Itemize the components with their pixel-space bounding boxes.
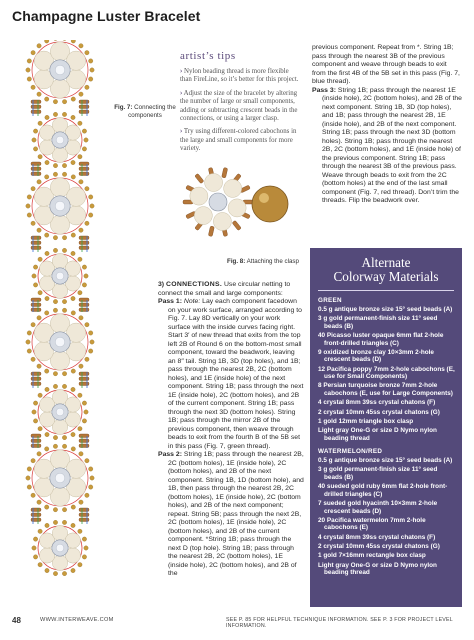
tip-item xyxy=(180,90,302,124)
seed-bead xyxy=(71,432,75,436)
seed-bead xyxy=(38,121,42,125)
seed-bead xyxy=(62,507,66,511)
seed-bead xyxy=(71,115,75,119)
seed-bead xyxy=(82,537,86,541)
seed-bead xyxy=(27,331,31,335)
seed-bead xyxy=(45,505,49,509)
seed-bead xyxy=(53,99,57,103)
seed-bead xyxy=(53,435,57,439)
crescent-bead xyxy=(79,172,89,176)
crescent-bead xyxy=(79,444,89,448)
crescent-bead xyxy=(79,439,89,443)
paragraph xyxy=(158,451,304,579)
seed-bead xyxy=(27,59,31,63)
seed-bead xyxy=(37,364,41,368)
seed-bead xyxy=(71,568,75,572)
alt-title-line: Colorway Materials xyxy=(333,269,439,284)
seed-bead xyxy=(62,248,66,252)
crescent-bead xyxy=(79,308,89,312)
seed-bead xyxy=(45,251,49,255)
seed-bead xyxy=(85,186,89,190)
seed-bead xyxy=(82,129,86,133)
seed-bead xyxy=(26,340,30,344)
paragraph: previous component. Repeat from *. String 1B; pass through the nearest 3B of the previous component and weave through beads to exit from the first 4B of the 5B set in this pass (Fig. 7, blue thread). xyxy=(312,44,460,85)
crescent-bead xyxy=(31,377,41,381)
seed-bead xyxy=(53,112,57,116)
material-item: Light gray One-G or size D Nymo nylon beading thread xyxy=(318,561,437,577)
seed-bead xyxy=(84,274,88,278)
seed-bead xyxy=(38,155,42,159)
seed-bead xyxy=(89,467,93,471)
seed-bead xyxy=(79,316,83,320)
material-item: 9 oxidized bronze clay 10×3mm 2-hole crescent beads (D) xyxy=(318,348,434,364)
seed-bead xyxy=(90,340,94,344)
seed-bead xyxy=(71,369,75,373)
crescent-bead xyxy=(31,434,41,438)
seed-bead xyxy=(33,537,37,541)
seed-bead xyxy=(53,299,57,303)
crescent-bead xyxy=(79,236,89,240)
seed-bead xyxy=(37,452,41,456)
seed-bead xyxy=(84,138,88,142)
seed-bead xyxy=(45,369,49,373)
seed-bead xyxy=(62,163,66,167)
material-item: 0.5 g antique bronze size 15° seed beads (A) xyxy=(318,306,453,313)
crescent-bead xyxy=(31,382,41,386)
crescent-bead xyxy=(31,513,41,517)
tip-text: Try using different-colored cabochons in the large and small components for more variety. xyxy=(180,128,297,153)
seed-bead xyxy=(84,546,88,550)
seed-bead xyxy=(45,40,49,43)
seed-bead xyxy=(53,520,57,524)
seed-bead xyxy=(53,163,57,167)
seed-bead xyxy=(79,500,83,504)
crystal-facet xyxy=(56,136,64,144)
seed-bead xyxy=(27,213,31,217)
seed-bead xyxy=(26,68,30,72)
seed-bead xyxy=(37,316,41,320)
materials-group-heading: GREEN xyxy=(318,297,342,304)
seed-bead xyxy=(89,195,93,199)
crescent-bead xyxy=(208,226,214,237)
seed-bead xyxy=(53,40,57,41)
seed-bead xyxy=(78,427,82,431)
seed-bead xyxy=(33,129,37,133)
pass-text: Lay each component facedown on your work surface, arranged according to Fig. 7. Lay 8D vertically on your work surface with the inside curves facing right. Start 3′ of new thread that exits from the top left 2B of Round 6 on the bottom-most small component, toward the beadwork, leaving an 8″ tail. String 1B, 3D (top holes), and 1B; pass through the nearest 2B, 2C (bottom holes), and 1E (inside hole) of the next component. String 1B; pass through the next 1E (inside hole), 2C (bottom holes), and 2B of the current component. String 1B; pass through the next 3D (bottom holes). String 1B; pass through the mirror 2B of the previous component, then weave through beads to exit from the fourth B of the 5B set in this pass (Fig. 7, green thread). xyxy=(168,298,304,450)
seed-bead xyxy=(85,493,89,497)
seed-bead xyxy=(27,349,31,353)
seed-bead xyxy=(62,40,66,41)
seed-bead xyxy=(62,371,66,375)
crescent-bead xyxy=(31,298,41,302)
seed-bead xyxy=(53,444,57,448)
seed-bead xyxy=(26,204,30,208)
seed-bead xyxy=(78,393,82,397)
seed-bead xyxy=(89,331,93,335)
seed-bead xyxy=(38,291,42,295)
seed-bead xyxy=(32,546,36,550)
seed-bead xyxy=(71,296,75,300)
material-item: 12 Pacifica poppy 7mm 2-hole cabochons (E, use for Small Components) xyxy=(318,365,455,381)
seed-bead xyxy=(71,40,75,43)
seed-bead xyxy=(62,235,66,239)
crescent-bead xyxy=(31,172,41,176)
seed-bead xyxy=(62,435,66,439)
seed-bead xyxy=(79,228,83,232)
chevron-right-icon: › xyxy=(180,89,183,97)
tips-title: artist’s tips xyxy=(180,50,236,62)
material-item: 4 crystal 8mm 39ss crystal chatons (F) xyxy=(318,399,436,407)
seed-bead xyxy=(62,571,66,575)
pearl-cabochon xyxy=(205,173,223,191)
crescent-bead xyxy=(31,105,41,109)
crescent-bead xyxy=(79,508,89,512)
seed-bead xyxy=(71,233,75,237)
seed-bead xyxy=(45,387,49,391)
crescent-bead xyxy=(31,508,41,512)
seed-bead xyxy=(45,233,49,237)
step-intro: Use circular netting to connect the small and large components: xyxy=(158,281,291,297)
seed-bead xyxy=(53,308,57,312)
bracelet-illustration xyxy=(8,40,113,610)
material-item: 1 gold 7×16mm rectangle box clasp xyxy=(318,552,426,560)
alt-title-line: Alternate xyxy=(361,255,411,270)
seed-bead xyxy=(32,410,36,414)
seed-bead xyxy=(85,50,89,54)
fig8-text: Attaching the clasp xyxy=(246,258,299,265)
seed-bead xyxy=(37,44,41,48)
seed-bead xyxy=(38,427,42,431)
seed-bead xyxy=(27,77,31,81)
pearl-cabochon xyxy=(228,199,246,217)
footer-note: SEE P. 85 FOR HELPFUL TECHNIQUE INFORMATION. SEE P. 3 FOR PROJECT LEVEL INFORMATION. xyxy=(226,617,453,629)
material-item: 2 crystal 10mm 45ss crystal chatons (G) xyxy=(318,542,440,550)
pass-lead: Pass 3: xyxy=(312,86,336,94)
seed-bead xyxy=(78,155,82,159)
seed-bead xyxy=(71,97,75,101)
seed-bead xyxy=(37,500,41,504)
crescent-bead xyxy=(31,439,41,443)
seed-bead xyxy=(38,257,42,261)
seed-bead xyxy=(38,393,42,397)
seed-bead xyxy=(31,50,35,54)
material-item: 2 crystal 10mm 45ss crystal chatons (G) xyxy=(318,408,440,416)
chevron-right-icon: › xyxy=(180,68,183,75)
seed-bead xyxy=(45,311,49,315)
seed-bead xyxy=(45,296,49,300)
seed-bead xyxy=(27,485,31,489)
pass-lead: Pass 2: xyxy=(158,451,182,458)
seed-bead xyxy=(62,99,66,103)
material-item: 40 Picasso luster opaque 6mm flat 2-hole front-drilled triangles (C) xyxy=(318,332,444,347)
crescent-bead xyxy=(31,167,41,171)
crescent-bead xyxy=(79,167,89,171)
seed-bead xyxy=(62,444,66,448)
fig7-caption xyxy=(110,104,180,120)
crystal-facet xyxy=(55,65,65,75)
crescent-bead xyxy=(79,382,89,386)
seed-bead xyxy=(45,160,49,164)
seed-bead xyxy=(85,221,89,225)
seed-bead xyxy=(33,147,37,151)
crescent-bead xyxy=(31,110,41,114)
seed-bead xyxy=(62,384,66,388)
material-item: Light gray One-G or size D Nymo nylon beading thread xyxy=(318,427,437,442)
seed-bead xyxy=(90,204,94,208)
artists-tips xyxy=(180,50,302,159)
seed-bead xyxy=(53,371,57,375)
seed-bead xyxy=(89,59,93,63)
seed-bead xyxy=(26,476,30,480)
seed-bead xyxy=(78,121,82,125)
fig8-label: Fig. 8: xyxy=(227,258,246,265)
seed-bead xyxy=(45,523,49,527)
section-heading xyxy=(158,281,304,298)
seed-bead xyxy=(90,68,94,72)
material-item: 4 crystal 8mm 39ss crystal chatons (F) xyxy=(318,533,436,541)
seed-bead xyxy=(79,92,83,96)
seed-bead xyxy=(31,85,35,89)
seed-bead xyxy=(27,467,31,471)
seed-bead xyxy=(31,493,35,497)
seed-bead xyxy=(89,213,93,217)
page-title: Champagne Luster Bracelet xyxy=(12,8,201,24)
crescent-bead xyxy=(79,298,89,302)
seed-bead xyxy=(79,452,83,456)
crystal-facet xyxy=(55,473,65,483)
seed-bead xyxy=(45,97,49,101)
seed-bead xyxy=(71,160,75,164)
alt-title xyxy=(310,256,462,284)
seed-bead xyxy=(79,364,83,368)
seed-bead xyxy=(78,291,82,295)
seed-bead xyxy=(37,228,41,232)
fig7-label: Fig. 7: xyxy=(114,104,133,111)
seed-bead xyxy=(31,221,35,225)
seed-bead xyxy=(31,186,35,190)
seed-bead xyxy=(37,92,41,96)
seed-bead xyxy=(53,172,57,176)
page-number: 48 xyxy=(12,616,21,625)
seed-bead xyxy=(33,265,37,269)
seed-bead xyxy=(85,322,89,326)
pearl-cabochon xyxy=(224,179,242,197)
seed-bead xyxy=(78,563,82,567)
instructions-right-column xyxy=(312,44,462,206)
crescent-bead xyxy=(79,100,89,104)
material-item: 7 sueded gold hyacinth 10×3mm 2-hole crescent beads (D) xyxy=(318,500,438,515)
fig8-caption xyxy=(218,258,308,266)
seed-bead xyxy=(53,571,57,575)
seed-bead xyxy=(62,172,66,176)
seed-bead xyxy=(53,235,57,239)
crescent-bead xyxy=(79,110,89,114)
seed-bead xyxy=(82,555,86,559)
pass-text: String 1B; pass through the nearest 1E (inside hole), 2C (bottom holes), and 2B of the next component. String 1B, 3D (top holes), and 1B; pass through the nearest 2B, 1E (inside hole), and 2B of the next component. String 1B; pass through the next 3D (bottom holes). String 1B; pass through the nearest 2B, 2C (bottom holes), and 1E (inside hole) of the previous component. String 1B; pass through the nearest 3B of the previous pass. Weave through beads to exit from the 2C (bottom holes) at the end of the last small component (Fig. 7, red thread). Don’t trim the threads. Flip the beadwork over. xyxy=(322,86,462,204)
crescent-bead xyxy=(232,220,241,230)
material-item: 3 g gold permanent-finish size 11° seed beads (B) xyxy=(318,315,438,330)
paragraph xyxy=(158,298,304,451)
crescent-bead xyxy=(79,162,89,166)
seed-bead xyxy=(31,458,35,462)
materials-group-heading: WATERMELON/RED xyxy=(318,448,383,456)
seed-bead xyxy=(79,44,83,48)
crescent-bead xyxy=(31,162,41,166)
seed-bead xyxy=(38,563,42,567)
seed-bead xyxy=(33,401,37,405)
seed-bead xyxy=(71,447,75,451)
note-label: Note: xyxy=(183,298,201,305)
paragraph xyxy=(312,87,462,206)
seed-bead xyxy=(71,505,75,509)
crescent-bead xyxy=(31,100,41,104)
crystal-facet xyxy=(55,337,65,347)
clasp-highlight xyxy=(259,193,269,203)
seed-bead xyxy=(71,387,75,391)
seed-bead xyxy=(45,568,49,572)
crescent-bead xyxy=(79,377,89,381)
tip-item xyxy=(180,128,302,153)
seed-bead xyxy=(71,251,75,255)
seed-bead xyxy=(45,447,49,451)
crystal-chaton xyxy=(209,193,227,211)
clasp-illustration xyxy=(150,160,310,260)
seed-bead xyxy=(45,115,49,119)
seed-bead xyxy=(45,432,49,436)
alternate-colorway-box xyxy=(310,248,462,607)
seed-bead xyxy=(27,195,31,199)
clasp-ball xyxy=(252,186,288,222)
seed-bead xyxy=(33,555,37,559)
crystal-facet xyxy=(55,201,65,211)
step-number: 3) xyxy=(158,281,165,288)
material-item: 20 Pacifica watermelon 7mm 2-hole cabochons (E) xyxy=(318,516,426,532)
crescent-bead xyxy=(79,246,89,250)
tip-item xyxy=(180,68,302,85)
seed-bead xyxy=(89,485,93,489)
seed-bead xyxy=(84,410,88,414)
seed-bead xyxy=(79,180,83,184)
seed-bead xyxy=(62,299,66,303)
seed-bead xyxy=(89,77,93,81)
crescent-bead xyxy=(31,303,41,307)
seed-bead xyxy=(78,529,82,533)
crescent-bead xyxy=(31,372,41,376)
seed-bead xyxy=(53,507,57,511)
tip-text: Nylon beading thread is more flexible than FireLine, so it’s better for this project. xyxy=(180,68,299,84)
crescent-bead xyxy=(31,308,41,312)
material-item: 1 gold 12mm triangle box clasp xyxy=(318,417,414,425)
seed-bead xyxy=(82,147,86,151)
material-item: 8 Persian turquoise bronze 7mm 2-hole cabochons (E, use for Large Components) xyxy=(318,382,453,397)
material-item: 40 sueded gold ruby 6mm flat 2-hole front-drilled triangles (C) xyxy=(318,483,448,498)
seed-bead xyxy=(85,357,89,361)
seed-bead xyxy=(82,419,86,423)
seed-bead xyxy=(90,476,94,480)
crescent-bead xyxy=(79,518,89,522)
step-heading: CONNECTIONS. xyxy=(166,281,223,288)
seed-bead xyxy=(32,274,36,278)
crescent-bead xyxy=(31,444,41,448)
pass-text: String 1B; pass through the nearest 2B, 2C (bottom holes), 1E (inside hole), 2C (bottom holes), and 2B of the next component. String 1B, 1D (bottom hole), and 1B, then pass through the nearest 2B, 2C (bottom holes), 1E (inside hole), 2C (bottom holes), and 2B of the next component; repeat. String 5B; pass through the next 2B, 2C (bottom holes), 1E (inside hole), 2C (bottom holes), and 2B of the current component. *String 1B; pass through the next D (top hole). String 1B; pass through the nearest 2B, 2C (bottom holes), 1E (inside hole), 2C (bottom holes), and 2B of the xyxy=(168,451,304,577)
pass-lead: Pass 1: xyxy=(158,298,182,305)
divider xyxy=(318,290,454,291)
seed-bead xyxy=(31,357,35,361)
crescent-bead xyxy=(31,246,41,250)
crystal-facet xyxy=(56,272,64,280)
seed-bead xyxy=(82,401,86,405)
crescent-bead xyxy=(222,167,228,178)
chevron-right-icon: › xyxy=(180,128,183,136)
seed-bead xyxy=(38,529,42,533)
seed-bead xyxy=(82,265,86,269)
crescent-bead xyxy=(79,372,89,376)
seed-bead xyxy=(45,175,49,179)
materials-groups xyxy=(310,297,462,577)
pearl-cabochon xyxy=(194,207,212,225)
crystal-facet xyxy=(56,544,64,552)
crescent-bead xyxy=(79,303,89,307)
seed-bead xyxy=(62,520,66,524)
seed-bead xyxy=(71,311,75,315)
seed-bead xyxy=(53,384,57,388)
seed-bead xyxy=(78,257,82,261)
fig7-text: Connecting the components xyxy=(128,104,176,119)
pearl-cabochon xyxy=(213,213,231,231)
seed-bead xyxy=(33,283,37,287)
crescent-bead xyxy=(79,513,89,517)
seed-bead xyxy=(89,349,93,353)
instructions-middle-column xyxy=(158,281,304,579)
crescent-bead xyxy=(195,173,204,183)
seed-bead xyxy=(85,458,89,462)
crescent-bead xyxy=(79,105,89,109)
pearl-cabochon xyxy=(190,187,208,205)
seed-bead xyxy=(33,419,37,423)
material-item: 0.5 g antique bronze size 15° seed beads (A) xyxy=(318,457,453,465)
seed-bead xyxy=(71,523,75,527)
seed-bead xyxy=(85,85,89,89)
crescent-bead xyxy=(79,241,89,245)
seed-bead xyxy=(32,138,36,142)
crescent-bead xyxy=(79,434,89,438)
seed-bead xyxy=(53,248,57,252)
tip-text: Adjust the size of the bracelet by altering the number of large or small components, adding or subtracting crescent beads in the connections, or using a larger clasp. xyxy=(180,89,298,123)
material-item: 3 g gold permanent-finish size 11° seed beads (B) xyxy=(318,466,438,481)
crescent-bead xyxy=(31,241,41,245)
seed-bead xyxy=(62,308,66,312)
crystal-facet xyxy=(56,408,64,416)
seed-bead xyxy=(82,283,86,287)
seed-bead xyxy=(37,180,41,184)
seed-bead xyxy=(31,322,35,326)
seed-bead xyxy=(71,175,75,179)
crescent-bead xyxy=(31,518,41,522)
seed-bead xyxy=(62,112,66,116)
crescent-bead xyxy=(31,236,41,240)
footer-url: WWW.INTERWEAVE.COM xyxy=(40,617,114,623)
